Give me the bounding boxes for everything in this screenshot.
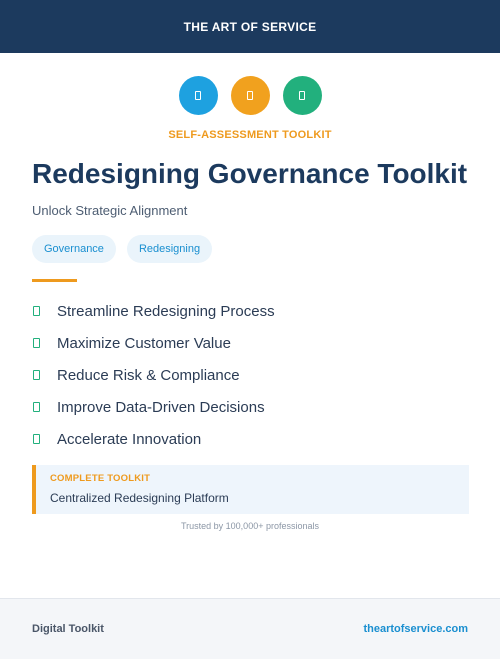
checkbox-icon: [33, 338, 40, 348]
checkbox-icon: [33, 370, 40, 380]
document-glyph: [247, 91, 253, 100]
feature-text: Accelerate Innovation: [57, 430, 202, 448]
kicker-label: SELF-ASSESSMENT TOOLKIT: [168, 129, 332, 141]
list-item: [32, 359, 275, 391]
toolkit-callout: [32, 465, 469, 514]
tag-list: [32, 235, 212, 263]
feature-list: [32, 295, 275, 455]
trust-note: Trusted by 100,000+ professionals: [180, 521, 319, 531]
document-icon: [179, 76, 218, 115]
accent-divider: [32, 279, 77, 282]
feature-text: Maximize Customer Value: [57, 334, 231, 352]
list-item: [32, 327, 275, 359]
feature-text: Reduce Risk & Compliance: [57, 366, 240, 384]
list-item: [32, 295, 275, 327]
brand-name: THE ART OF SERVICE: [183, 19, 317, 34]
footer-link[interactable]: theartofservice.com: [363, 623, 468, 635]
tag-governance[interactable]: Governance: [32, 235, 116, 263]
feature-text: Streamline Redesigning Process: [57, 302, 275, 320]
document-glyph: [195, 91, 201, 100]
tag-redesigning[interactable]: Redesigning: [127, 235, 212, 263]
footer-label: Digital Toolkit: [32, 623, 104, 635]
callout-label: COMPLETE TOOLKIT: [50, 473, 151, 484]
document-glyph: [299, 91, 305, 100]
feature-text: Improve Data-Driven Decisions: [57, 398, 265, 416]
checkbox-icon: [33, 434, 40, 444]
callout-value: Centralized Redesigning Platform: [50, 491, 229, 505]
list-item: [32, 423, 275, 455]
footer-bar: [0, 598, 500, 659]
list-item: [32, 391, 275, 423]
checkbox-icon: [33, 306, 40, 316]
checkbox-icon: [33, 402, 40, 412]
document-icon: [283, 76, 322, 115]
icon-row: [0, 76, 500, 115]
header-bar: [0, 0, 500, 53]
page-title: Redesigning Governance Toolkit: [32, 158, 468, 189]
page-subtitle: Unlock Strategic Alignment: [32, 203, 188, 218]
document-icon: [231, 76, 270, 115]
